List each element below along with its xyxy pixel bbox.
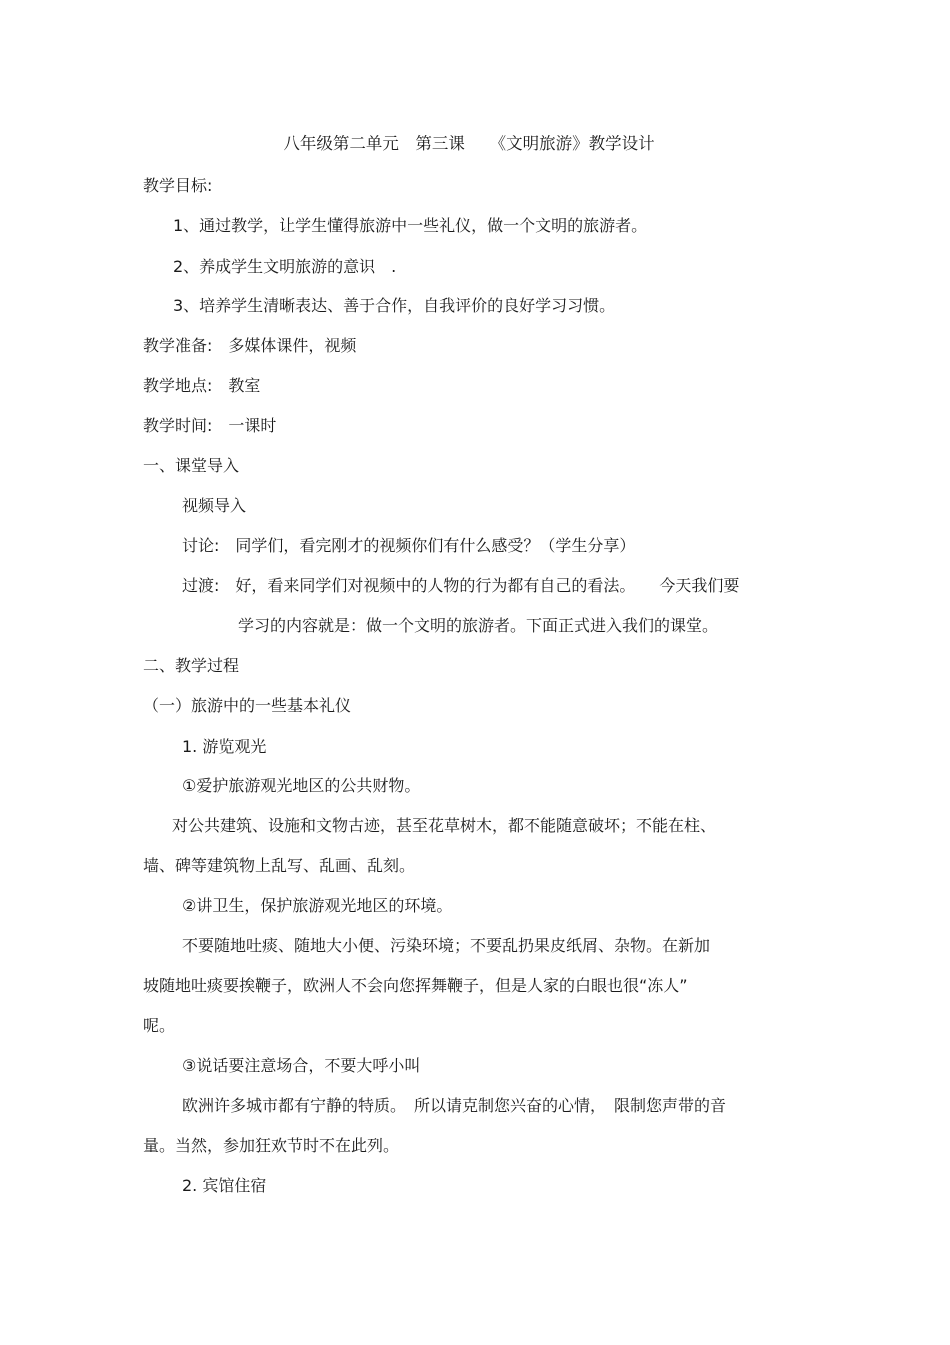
point-3-text-1: 欧洲许多城市都有宁静的特质。 所以请克制您兴奋的心情， 限制您声带的音 xyxy=(182,1096,727,1115)
objective-3: 3、培养学生清晰表达、善于合作，自我评价的良好学习习惯。 xyxy=(173,296,616,315)
point-1-text-1: 对公共建筑、设施和文物古迹，甚至花草树木，都不能随意破坏；不能在柱、 xyxy=(172,816,717,835)
point-1-text-2: 墙、碑等建筑物上乱写、乱画、乱刻。 xyxy=(143,856,416,875)
discussion-line: 讨论: 同学们，看完刚才的视频你们有什么感受？（学生分享） xyxy=(182,536,636,555)
point-2-title: ②讲卫生，保护旅游观光地区的环境。 xyxy=(182,896,453,915)
subsection-1-heading: （一）旅游中的一些基本礼仪 xyxy=(143,696,352,715)
teaching-location: 教学地点: 教室 xyxy=(143,376,261,395)
point-3-text-2: 量。当然，参加狂欢节时不在此列。 xyxy=(143,1136,400,1155)
transition-line-2: 学习的内容就是：做一个文明的旅游者。下面正式进入我们的课堂。 xyxy=(238,616,719,635)
point-2-text-2: 坡随地吐痰要挨鞭子，欧洲人不会向您挥舞鞭子，但是人家的白眼也很“冻人” xyxy=(143,976,688,995)
point-1-title: ①爱护旅游观光地区的公共财物。 xyxy=(182,776,421,795)
objectives-heading: 教学目标: xyxy=(143,176,213,195)
teaching-preparation: 教学准备: 多媒体课件，视频 xyxy=(143,336,357,355)
section-2-heading: 二、教学过程 xyxy=(143,656,240,675)
section-1-heading: 一、课堂导入 xyxy=(143,456,240,475)
document-title: 八年级第二单元 第三课 《文明旅游》教学设计 xyxy=(283,134,655,153)
transition-line-1: 过渡: 好，看来同学们对视频中的人物的行为都有自己的看法。 今天我们要 xyxy=(182,576,740,595)
point-2-text-3: 呢。 xyxy=(143,1016,176,1035)
teaching-time: 教学时间: 一课时 xyxy=(143,416,277,435)
point-3-title: ③说话要注意场合，不要大呼小叫 xyxy=(182,1056,421,1075)
item-sightseeing: 1. 游览观光 xyxy=(182,737,267,756)
item-hotel-stay: 2. 宾馆住宿 xyxy=(182,1176,267,1195)
objective-1: 1、通过教学，让学生懂得旅游中一些礼仪，做一个文明的旅游者。 xyxy=(173,216,648,235)
objective-2: 2、养成学生文明旅游的意识 . xyxy=(173,257,397,276)
point-2-text-1: 不要随地吐痰、随地大小便、污染环境；不要乱扔果皮纸屑、杂物。在新加 xyxy=(182,936,711,955)
video-intro: 视频导入 xyxy=(182,496,247,515)
